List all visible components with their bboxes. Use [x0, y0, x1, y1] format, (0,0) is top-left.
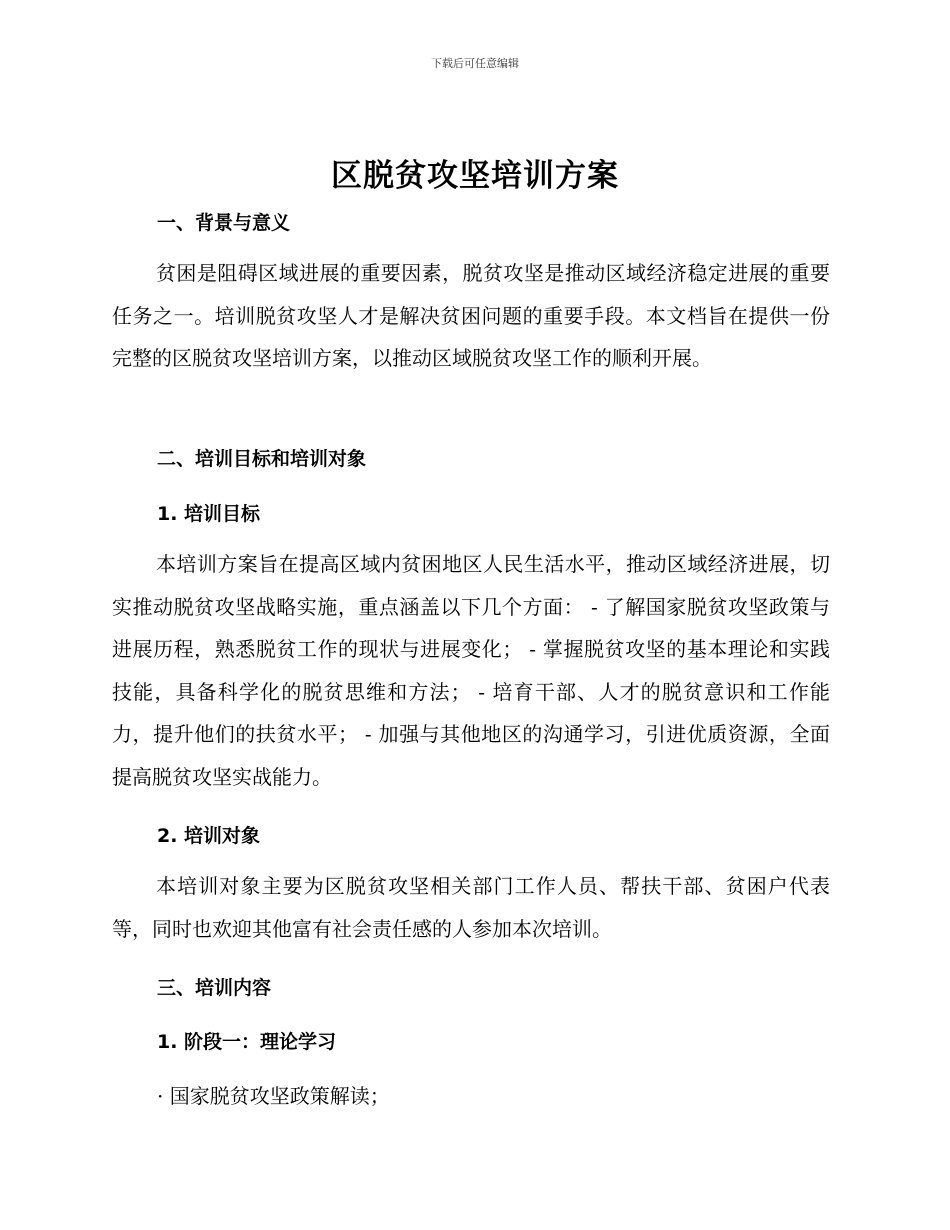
paragraph-training-audience: 本培训对象主要为区脱贫攻坚相关部门工作人员、帮扶干部、贫困户代表等，同时也欢迎其他富有社会责任感的人参加本次培训。	[112, 874, 830, 941]
subheading-training-goals: 1. 培训目标	[157, 503, 261, 525]
subheading-stage-one: 1. 阶段一：理论学习	[157, 1031, 337, 1053]
section-heading-training-content: 三、培训内容	[157, 977, 272, 999]
header-note: 下载后可任意编辑	[431, 57, 519, 70]
list-item: · 国家脱贫攻坚政策解读；	[157, 1084, 390, 1108]
document-title: 区脱贫攻坚培训方案	[331, 158, 619, 194]
section-heading-background: 一、背景与意义	[157, 212, 291, 234]
paragraph-training-goals: 本培训方案旨在提高区域内贫困地区人民生活水平，推动区域经济进展，切实推动脱贫攻坚战略实施，重点涵盖以下几个方面： - 了解国家脱贫攻坚政策与进展历程，熟悉脱贫工作的现状与进展变化； - 掌握脱贫攻坚的基本理论和实践技能，具备科学化的脱贫思维和方法； - 培育干部、人才的脱贫意识和工作能力，提升他们的扶贫水平； - 加强与其他地区的沟通学习，引进优质资源，全面提高脱贫攻坚实战能力。	[112, 552, 830, 789]
paragraph-background: 贫困是阻碍区域进展的重要因素，脱贫攻坚是推动区域经济稳定进展的重要任务之一。培训脱贫攻坚人才是解决贫困问题的重要手段。本文档旨在提供一份完整的区脱贫攻坚培训方案，以推动区域脱贫攻坚工作的顺利开展。	[112, 261, 830, 370]
section-heading-goals-audience: 二、培训目标和培训对象	[157, 448, 367, 470]
subheading-training-audience: 2. 培训对象	[157, 825, 261, 847]
